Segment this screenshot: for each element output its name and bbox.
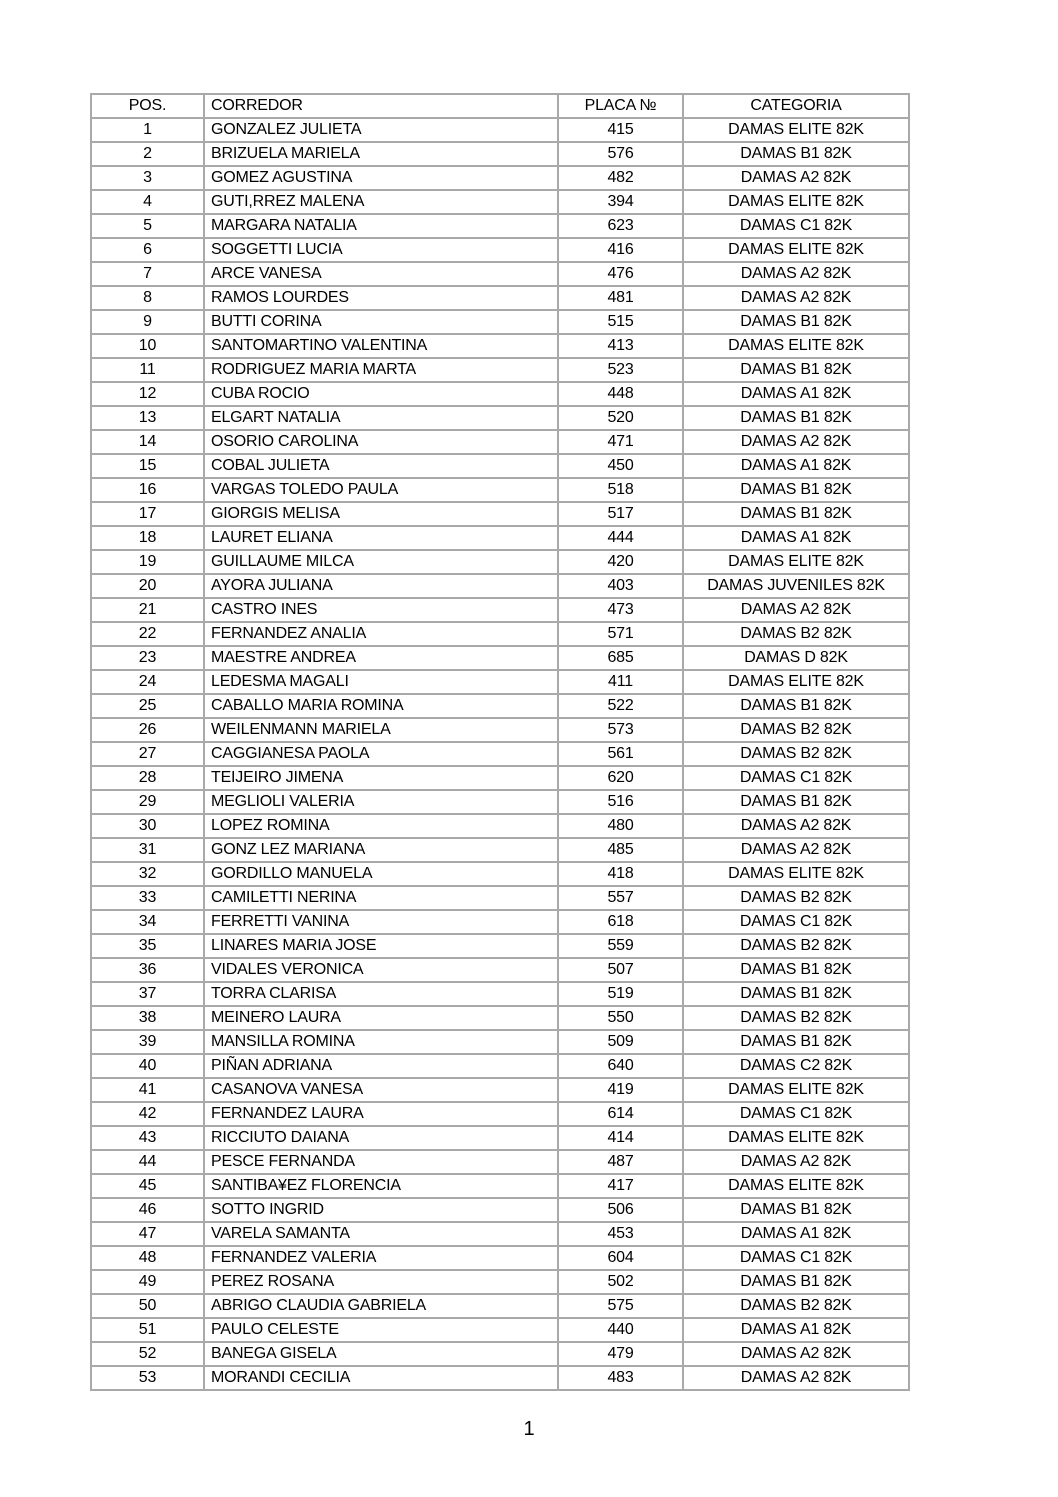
runner-cell: LAURET ELIANA [204,526,558,550]
table-row [91,814,909,838]
header-placa: PLACA № [558,94,683,118]
pos-cell: 13 [91,406,204,430]
category-cell: DAMAS A1 82K [683,454,909,478]
category-cell: DAMAS ELITE 82K [683,1078,909,1102]
pos-cell: 4 [91,190,204,214]
plate-cell: 417 [558,1174,683,1198]
table-row [91,982,909,1006]
runner-cell: BRIZUELA MARIELA [204,142,558,166]
table-row [91,1102,909,1126]
table-row [91,910,909,934]
pos-cell: 38 [91,1006,204,1030]
category-cell: DAMAS A2 82K [683,838,909,862]
category-cell: DAMAS ELITE 82K [683,1174,909,1198]
plate-cell: 420 [558,550,683,574]
category-cell: DAMAS B1 82K [683,1270,909,1294]
table-row [91,670,909,694]
pos-cell: 31 [91,838,204,862]
runner-cell: MAESTRE ANDREA [204,646,558,670]
table-row [91,1318,909,1342]
table-row [91,550,909,574]
table-row [91,694,909,718]
table-row [91,310,909,334]
category-cell: DAMAS A1 82K [683,526,909,550]
plate-cell: 473 [558,598,683,622]
pos-cell: 2 [91,142,204,166]
pos-cell: 24 [91,670,204,694]
table-row [91,142,909,166]
pos-cell: 14 [91,430,204,454]
category-cell: DAMAS B1 82K [683,358,909,382]
pos-cell: 19 [91,550,204,574]
category-cell: DAMAS A1 82K [683,382,909,406]
header-corredor: CORREDOR [204,94,558,118]
runner-cell: SANTIBA¥EZ FLORENCIA [204,1174,558,1198]
table-row [91,1006,909,1030]
plate-cell: 623 [558,214,683,238]
runner-cell: CASANOVA VANESA [204,1078,558,1102]
pos-cell: 43 [91,1126,204,1150]
plate-cell: 523 [558,358,683,382]
pos-cell: 29 [91,790,204,814]
plate-cell: 483 [558,1366,683,1390]
runner-cell: VARGAS TOLEDO PAULA [204,478,558,502]
plate-cell: 403 [558,574,683,598]
table-row [91,166,909,190]
runner-cell: FERRETTI VANINA [204,910,558,934]
category-cell: DAMAS B1 82K [683,502,909,526]
category-cell: DAMAS C1 82K [683,214,909,238]
category-cell: DAMAS C1 82K [683,1246,909,1270]
runner-cell: GONZALEZ JULIETA [204,118,558,142]
pos-cell: 6 [91,238,204,262]
pos-cell: 45 [91,1174,204,1198]
runner-cell: OSORIO CAROLINA [204,430,558,454]
category-cell: DAMAS B1 82K [683,790,909,814]
category-cell: DAMAS B1 82K [683,406,909,430]
category-cell: DAMAS ELITE 82K [683,670,909,694]
category-cell: DAMAS B1 82K [683,1030,909,1054]
runner-cell: RICCIUTO DAIANA [204,1126,558,1150]
results-table [90,93,910,1391]
category-cell: DAMAS C1 82K [683,1102,909,1126]
pos-cell: 5 [91,214,204,238]
runner-cell: BANEGA GISELA [204,1342,558,1366]
category-cell: DAMAS A2 82K [683,814,909,838]
table-row [91,430,909,454]
category-cell: DAMAS C1 82K [683,766,909,790]
runner-cell: PEREZ ROSANA [204,1270,558,1294]
category-cell: DAMAS B2 82K [683,934,909,958]
pos-cell: 39 [91,1030,204,1054]
table-row [91,742,909,766]
category-cell: DAMAS A2 82K [683,166,909,190]
table-row [91,1198,909,1222]
pos-cell: 47 [91,1222,204,1246]
table-row [91,1222,909,1246]
table-row [91,1030,909,1054]
category-cell: DAMAS B1 82K [683,1198,909,1222]
pos-cell: 3 [91,166,204,190]
pos-cell: 8 [91,286,204,310]
category-cell: DAMAS A2 82K [683,430,909,454]
table-row [91,1270,909,1294]
header-categoria: CATEGORIA [683,94,909,118]
pos-cell: 51 [91,1318,204,1342]
category-cell: DAMAS B1 82K [683,694,909,718]
table-row [91,718,909,742]
runner-cell: SANTOMARTINO VALENTINA [204,334,558,358]
plate-cell: 520 [558,406,683,430]
category-cell: DAMAS C2 82K [683,1054,909,1078]
runner-cell: PESCE FERNANDA [204,1150,558,1174]
pos-cell: 49 [91,1270,204,1294]
runner-cell: GUTI,RREZ MALENA [204,190,558,214]
pos-cell: 53 [91,1366,204,1390]
plate-cell: 614 [558,1102,683,1126]
category-cell: DAMAS B2 82K [683,886,909,910]
category-cell: DAMAS JUVENILES 82K [683,574,909,598]
category-cell: DAMAS B1 82K [683,310,909,334]
table-body [91,118,909,1390]
runner-cell: GORDILLO MANUELA [204,862,558,886]
plate-cell: 522 [558,694,683,718]
plate-cell: 515 [558,310,683,334]
table-row [91,886,909,910]
pos-cell: 1 [91,118,204,142]
table-row [91,358,909,382]
page-number: 1 [523,1418,535,1440]
runner-cell: PAULO CELESTE [204,1318,558,1342]
category-cell: DAMAS B1 82K [683,958,909,982]
runner-cell: ELGART NATALIA [204,406,558,430]
category-cell: DAMAS C1 82K [683,910,909,934]
category-cell: DAMAS D 82K [683,646,909,670]
runner-cell: WEILENMANN MARIELA [204,718,558,742]
pos-cell: 9 [91,310,204,334]
table-row [91,1294,909,1318]
runner-cell: FERNANDEZ ANALIA [204,622,558,646]
table-row [91,454,909,478]
category-cell: DAMAS A1 82K [683,1222,909,1246]
runner-cell: COBAL JULIETA [204,454,558,478]
table-row [91,118,909,142]
runner-cell: ARCE VANESA [204,262,558,286]
table-row [91,838,909,862]
plate-cell: 557 [558,886,683,910]
plate-cell: 502 [558,1270,683,1294]
table-row [91,406,909,430]
runner-cell: LINARES MARIA JOSE [204,934,558,958]
pos-cell: 10 [91,334,204,358]
pos-cell: 16 [91,478,204,502]
category-cell: DAMAS B1 82K [683,142,909,166]
pos-cell: 42 [91,1102,204,1126]
category-cell: DAMAS A2 82K [683,598,909,622]
category-cell: DAMAS ELITE 82K [683,190,909,214]
plate-cell: 440 [558,1318,683,1342]
runner-cell: VIDALES VERONICA [204,958,558,982]
plate-cell: 519 [558,982,683,1006]
runner-cell: FERNANDEZ VALERIA [204,1246,558,1270]
runner-cell: TEIJEIRO JIMENA [204,766,558,790]
plate-cell: 507 [558,958,683,982]
plate-cell: 618 [558,910,683,934]
pos-cell: 32 [91,862,204,886]
plate-cell: 481 [558,286,683,310]
pos-cell: 21 [91,598,204,622]
runner-cell: VARELA SAMANTA [204,1222,558,1246]
table-row [91,958,909,982]
plate-cell: 509 [558,1030,683,1054]
table-row [91,334,909,358]
pos-cell: 48 [91,1246,204,1270]
runner-cell: MEINERO LAURA [204,1006,558,1030]
runner-cell: MEGLIOLI VALERIA [204,790,558,814]
plate-cell: 480 [558,814,683,838]
pos-cell: 36 [91,958,204,982]
pos-cell: 15 [91,454,204,478]
pos-cell: 25 [91,694,204,718]
table-row [91,934,909,958]
table-row [91,238,909,262]
plate-cell: 576 [558,142,683,166]
plate-cell: 575 [558,1294,683,1318]
category-cell: DAMAS B1 82K [683,478,909,502]
pos-cell: 52 [91,1342,204,1366]
table-row [91,1126,909,1150]
pos-cell: 11 [91,358,204,382]
runner-cell: FERNANDEZ LAURA [204,1102,558,1126]
table-row [91,286,909,310]
plate-cell: 487 [558,1150,683,1174]
runner-cell: MANSILLA ROMINA [204,1030,558,1054]
table-row [91,478,909,502]
runner-cell: SOGGETTI LUCIA [204,238,558,262]
plate-cell: 476 [558,262,683,286]
plate-cell: 517 [558,502,683,526]
runner-cell: RODRIGUEZ MARIA MARTA [204,358,558,382]
category-cell: DAMAS ELITE 82K [683,118,909,142]
table-row [91,622,909,646]
plate-cell: 416 [558,238,683,262]
category-cell: DAMAS B2 82K [683,718,909,742]
table-row [91,1342,909,1366]
pos-cell: 18 [91,526,204,550]
plate-cell: 518 [558,478,683,502]
table-row [91,262,909,286]
table-row [91,214,909,238]
runner-cell: ABRIGO CLAUDIA GABRIELA [204,1294,558,1318]
plate-cell: 444 [558,526,683,550]
pos-cell: 27 [91,742,204,766]
runner-cell: PIÑAN ADRIANA [204,1054,558,1078]
plate-cell: 482 [558,166,683,190]
table-row [91,1150,909,1174]
plate-cell: 448 [558,382,683,406]
category-cell: DAMAS B2 82K [683,622,909,646]
plate-cell: 620 [558,766,683,790]
category-cell: DAMAS A2 82K [683,1342,909,1366]
table-row [91,190,909,214]
runner-cell: CUBA ROCIO [204,382,558,406]
plate-cell: 485 [558,838,683,862]
plate-cell: 394 [558,190,683,214]
runner-cell: TORRA CLARISA [204,982,558,1006]
plate-cell: 604 [558,1246,683,1270]
plate-cell: 550 [558,1006,683,1030]
table-row [91,1366,909,1390]
category-cell: DAMAS A2 82K [683,1150,909,1174]
category-cell: DAMAS B1 82K [683,982,909,1006]
plate-cell: 559 [558,934,683,958]
table-row [91,790,909,814]
runner-cell: SOTTO INGRID [204,1198,558,1222]
category-cell: DAMAS ELITE 82K [683,550,909,574]
pos-cell: 50 [91,1294,204,1318]
plate-cell: 506 [558,1198,683,1222]
plate-cell: 415 [558,118,683,142]
pos-cell: 7 [91,262,204,286]
table-row [91,646,909,670]
table-row [91,862,909,886]
plate-cell: 418 [558,862,683,886]
plate-cell: 479 [558,1342,683,1366]
category-cell: DAMAS B2 82K [683,1294,909,1318]
plate-cell: 450 [558,454,683,478]
pos-cell: 37 [91,982,204,1006]
pos-cell: 17 [91,502,204,526]
pos-cell: 20 [91,574,204,598]
category-cell: DAMAS A2 82K [683,1366,909,1390]
plate-cell: 413 [558,334,683,358]
pos-cell: 35 [91,934,204,958]
pos-cell: 40 [91,1054,204,1078]
runner-cell: RAMOS LOURDES [204,286,558,310]
pos-cell: 44 [91,1150,204,1174]
header-row [91,94,909,118]
pos-cell: 46 [91,1198,204,1222]
plate-cell: 411 [558,670,683,694]
pos-cell: 26 [91,718,204,742]
category-cell: DAMAS ELITE 82K [683,238,909,262]
runner-cell: CAGGIANESA PAOLA [204,742,558,766]
plate-cell: 471 [558,430,683,454]
runner-cell: GUILLAUME MILCA [204,550,558,574]
table-row [91,598,909,622]
runner-cell: GONZ LEZ MARIANA [204,838,558,862]
plate-cell: 516 [558,790,683,814]
runner-cell: CAMILETTI NERINA [204,886,558,910]
category-cell: DAMAS B2 82K [683,742,909,766]
runner-cell: AYORA JULIANA [204,574,558,598]
plate-cell: 571 [558,622,683,646]
pos-cell: 22 [91,622,204,646]
runner-cell: GOMEZ AGUSTINA [204,166,558,190]
category-cell: DAMAS A2 82K [683,286,909,310]
category-cell: DAMAS ELITE 82K [683,1126,909,1150]
pos-cell: 41 [91,1078,204,1102]
category-cell: DAMAS A1 82K [683,1318,909,1342]
runner-cell: LEDESMA MAGALI [204,670,558,694]
plate-cell: 573 [558,718,683,742]
table-row [91,1246,909,1270]
pos-cell: 23 [91,646,204,670]
table-row [91,1078,909,1102]
plate-cell: 561 [558,742,683,766]
category-cell: DAMAS ELITE 82K [683,862,909,886]
table-row [91,1174,909,1198]
runner-cell: MARGARA NATALIA [204,214,558,238]
pos-cell: 33 [91,886,204,910]
table-row [91,502,909,526]
runner-cell: CASTRO INES [204,598,558,622]
table-row [91,526,909,550]
plate-cell: 640 [558,1054,683,1078]
runner-cell: GIORGIS MELISA [204,502,558,526]
runner-cell: MORANDI CECILIA [204,1366,558,1390]
plate-cell: 453 [558,1222,683,1246]
runner-cell: BUTTI CORINA [204,310,558,334]
pos-cell: 12 [91,382,204,406]
table-row [91,766,909,790]
header-pos: POS. [91,94,204,118]
pos-cell: 28 [91,766,204,790]
plate-cell: 419 [558,1078,683,1102]
table-row [91,574,909,598]
plate-cell: 414 [558,1126,683,1150]
plate-cell: 685 [558,646,683,670]
pos-cell: 34 [91,910,204,934]
table-row [91,382,909,406]
category-cell: DAMAS ELITE 82K [683,334,909,358]
runner-cell: LOPEZ ROMINA [204,814,558,838]
category-cell: DAMAS B2 82K [683,1006,909,1030]
category-cell: DAMAS A2 82K [683,262,909,286]
table-row [91,1054,909,1078]
runner-cell: CABALLO MARIA ROMINA [204,694,558,718]
pos-cell: 30 [91,814,204,838]
